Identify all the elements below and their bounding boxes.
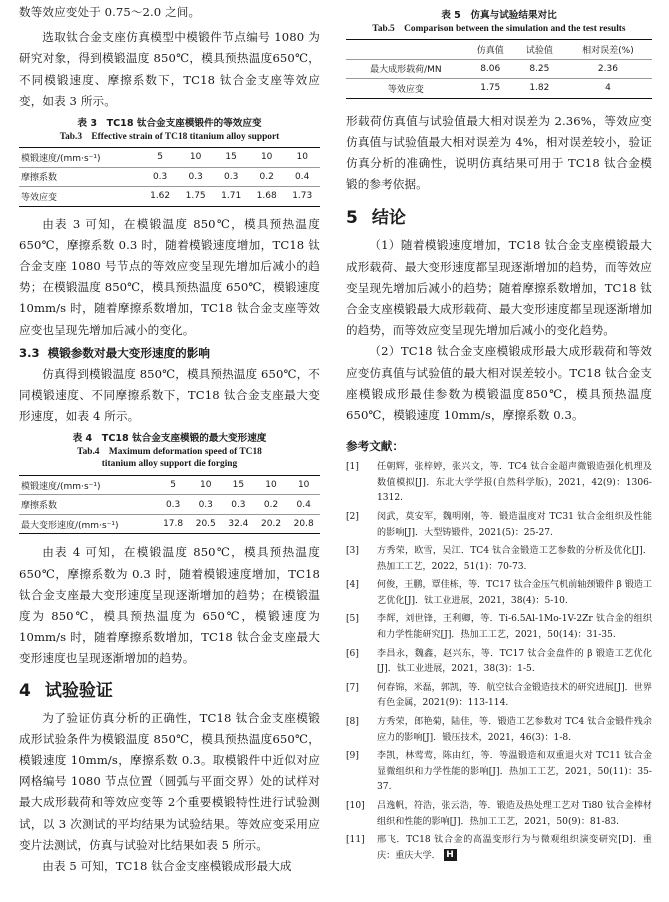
reference-text: 邢飞．TC18 钛合金的高温变形行为与微观组织演变研究[D]．重庆：重庆大学． [377, 835, 652, 861]
reference-text: 何俊，王鹏，覃佳栋，等．TC17 钛合金压气机前轴颈锻件 β 锻造工艺优化[J]．钛工业进展，2021，38(4)：5-10. [377, 580, 652, 606]
reference-item [346, 833, 652, 864]
end-of-article-mark: H [444, 849, 457, 861]
section-4-heading [19, 676, 320, 706]
paragraph-table4-analysis: 由表 4 可知，在模锻温度 850℃，模具预热温度650℃，摩擦系数为 0.3 时，随着模锻速度增加，TC18钛合金支座最大变形速度呈现逐渐增加的趋势；在模锻温度为 850℃，模具预热温度为 650℃，模锻速度为 10mm/s 时，随着摩擦系数增加，TC18 钛合金支座最大变形速度也呈现逐渐增加的趋势。 [19, 545, 320, 666]
table-header-cell: 相对误差(%) [564, 40, 652, 60]
table-cell: 0.3 [142, 167, 178, 187]
section-number: 4 [19, 680, 31, 701]
right-column [346, 0, 652, 867]
table-cell: 等效应变 [346, 79, 466, 99]
table-4-grid [19, 475, 320, 535]
table-header-cell: 仿真值 [466, 40, 515, 60]
reference-number: [10] [346, 801, 365, 812]
table-row [19, 475, 320, 495]
table-5-title-cn: 表 5 仿真与试验结果对比 [441, 10, 557, 21]
paragraph-table3-analysis: 由表 3 可知，在模锻温度 850℃，模具预热温度650℃，摩擦系数 0.3 时，随着模锻速度增加，TC18 钛合金支座 1080 号节点的等效应变呈现先增加后减小的趋势；在模锻温度 850℃，模具预热温度 650℃，模锻速度 10mm/s 时，随着摩擦系数增加，TC18 钛合金支座等效应变也呈现先增加后减小的变化。 [19, 216, 320, 337]
table-cell: 0.2 [249, 167, 285, 187]
table-5 [346, 10, 652, 99]
table-4-title-cn: 表 4 TC18 钛合金支座模锻的最大变形速度 [72, 433, 267, 445]
reference-item [346, 681, 652, 712]
table-cell: 10 [249, 148, 285, 168]
reference-number: [6] [346, 648, 359, 659]
table-4 [19, 433, 320, 534]
table-row [19, 495, 320, 515]
reference-text: 吕逸帆，符浩，张云浩，等．锻造及热处理工艺对 Ti80 钛合金棒材组织和性能的影响[J]．热加工工艺，2021，50(9)：81-83. [377, 801, 652, 827]
section-number: 3.3 [19, 345, 40, 360]
reference-item [346, 578, 652, 609]
table-row [19, 187, 320, 207]
table-cell: 最大成形载荷/MN [346, 59, 466, 79]
reference-text: 闵武，莫安军，魏明刚，等．锻造温度对 TC31 钛合金组织及性能的影响[J]．大型铸锻件，2021(5)：25-27. [377, 511, 652, 538]
reference-number: [2] [346, 511, 359, 522]
reference-number: [3] [346, 546, 359, 557]
table-cell: 10 [178, 148, 214, 168]
table-cell: 最大变形速度/(mm·s⁻¹) [19, 514, 157, 534]
reference-text: 方秀荣，欧雪，吴江．TC4 钛合金锻造工艺参数的分析及优化[J]．热加工工艺，2022，51(1)：70-73. [377, 546, 652, 572]
reference-number: [4] [346, 580, 359, 591]
conclusion-2: （2）TC18 钛合金支座模锻成形最大成形载荷和等效应变仿真值与试验值的最大相对误差较小。TC18 钛合金支座模锻成形最佳参数为模锻温度850℃，模具预热温度 650℃，模锻速度 10mm/s，摩擦系数 0.3。 [346, 344, 652, 422]
conclusion-1: （1）随着模锻速度增加，TC18 钛合金支座模锻最大成形载荷、最大变形速度都呈现逐渐增加的趋势，而等效应变呈现先增加后减小的趋势；随着摩擦系数增加，TC18 钛合金支座模锻最大成形载荷、最大变形速度都呈现逐渐增加的趋势，而等效应变呈现先增加后减小的变化趋势。 [346, 238, 652, 338]
section-title: 结论 [371, 208, 406, 229]
table-header-cell: 试验值 [515, 40, 564, 60]
reference-item [346, 460, 652, 507]
table-5-title-en: Tab.5 Comparison between the simulation and the test results [372, 23, 626, 34]
references-heading: 参考文献： [346, 439, 404, 454]
table-cell: 15 [213, 148, 249, 168]
table-cell: 0.3 [222, 495, 255, 515]
reference-item [346, 612, 652, 643]
table-cell: 5 [157, 475, 190, 495]
table-cell: 8.25 [515, 59, 564, 79]
reference-item [346, 544, 652, 575]
reference-number: [1] [346, 462, 359, 473]
reference-item [346, 510, 652, 541]
table-cell: 10 [284, 148, 320, 168]
reference-item [346, 715, 652, 746]
table-cell: 10 [189, 475, 222, 495]
table-cell: 1.75 [466, 79, 515, 99]
table-cell: 模锻速度/(mm·s⁻¹) [19, 148, 142, 168]
table-cell: 0.3 [189, 495, 222, 515]
table-row [19, 148, 320, 168]
section-title: 试验验证 [44, 680, 113, 701]
table-cell: 1.75 [178, 187, 214, 207]
reference-number: [7] [346, 682, 359, 693]
table-cell: 0.3 [157, 495, 190, 515]
paragraph-3-3: 仿真得到模锻温度 850℃，模具预热温度 650℃，不同模锻速度、不同摩擦系数下，TC18 钛合金支座最大变形速度，如表 4 所示。 [19, 366, 320, 424]
table-cell: 0.4 [284, 167, 320, 187]
paragraph-table5-analysis: 形载荷仿真值与试验值最大相对误差为 2.36%，等效应变仿真值与试验值最大相对误差为 4%，相对误差较小，验证仿真分析的准确性，说明仿真结果可用于 TC18 钛合金模锻的参考依据。 [346, 113, 652, 192]
table-cell: 10 [255, 475, 288, 495]
section-3-3-heading [19, 343, 320, 364]
left-column [19, 0, 320, 877]
table-3 [19, 118, 320, 207]
table-cell: 15 [222, 475, 255, 495]
table-cell: 20.8 [287, 514, 320, 534]
table-cell: 32.4 [222, 514, 255, 534]
table-cell: 1.73 [284, 187, 320, 207]
reference-number: [9] [346, 751, 359, 762]
references-list [346, 460, 652, 864]
reference-text: 李辉，刘世锋，王利卿，等．Ti-6.5Al-1Mo-1V-2Zr 钛合金的组织和力学性能研究[J]．热加工工艺，2021，50(14)：31-35. [377, 614, 652, 641]
table-cell: 0.3 [178, 167, 214, 187]
table-header-row [346, 40, 652, 60]
table-3-grid [19, 147, 320, 207]
table-cell: 20.5 [189, 514, 222, 534]
reference-text: 李昌永，魏鑫，赵兴东，等．TC17 钛合金盘件的 β 锻造工艺优化[J]．钛工业进展，2021，38(3)：1-5. [377, 648, 652, 675]
reference-item [346, 647, 652, 678]
table-cell: 1.68 [249, 187, 285, 207]
reference-text: 任朝辉，张梓婷，张兴文，等．TC4 钛合金超声微锻造强化机理及数值模拟[J]．东北大学学报(自然科学版)，2021，42(9)：1306-1312. [377, 462, 652, 504]
table-cell: 5 [142, 148, 178, 168]
table-cell: 摩擦系数 [19, 495, 157, 515]
table-cell: 0.3 [213, 167, 249, 187]
table-row [346, 59, 652, 79]
reference-number: [5] [346, 614, 359, 625]
paragraph-last: 由表 5 可知，TC18 钛合金支座模锻成形最大成 [42, 858, 292, 873]
table-4-title-en-line2: titanium alloy support die forging [101, 459, 238, 470]
table-cell: 4 [564, 79, 652, 99]
table-row [346, 79, 652, 99]
table-4-title-en-line1: Tab.4 Maximum deformation speed of TC18 [77, 446, 262, 457]
table-cell: 1.82 [515, 79, 564, 99]
reference-number: [8] [346, 717, 359, 728]
table-cell: 等效应变 [19, 187, 142, 207]
table-cell: 模锻速度/(mm·s⁻¹) [19, 475, 157, 495]
table-cell: 0.4 [287, 495, 320, 515]
section-5-heading [346, 203, 652, 233]
reference-number: [11] [346, 835, 365, 846]
table-cell: 1.62 [142, 187, 178, 207]
table-row [19, 514, 320, 534]
reference-text: 李凯，林莺莺，陈由红，等．等温锻造和双重退火对 TC11 钛合金显微组织和力学性能的影响[J]．热加工工艺，2021，50(11)：35-37. [377, 751, 652, 793]
paragraph-intro: 选取钛合金支座仿真模型中模锻件节点编号 1080 为研究对象，得到模锻温度 850℃，模具预热温度650℃，不同模锻速度、摩擦系数下，TC18 钛合金支座等效应变，如表 3 所示。 [19, 30, 320, 108]
reference-text: 何春锦，米磊，郭凯，等．航空钛合金锻造技术的研究进展[J]．世界有色金属，2021(9)：113-114. [377, 682, 652, 709]
reference-item [346, 749, 652, 796]
table-5-grid [346, 39, 652, 99]
table-3-title-cn: 表 3 TC18 钛合金支座模锻件的等效应变 [77, 118, 262, 130]
table-row [19, 167, 320, 187]
table-3-title-en: Tab.3 Effective strain of TC18 titanium alloy support [59, 131, 280, 142]
reference-item [346, 799, 652, 830]
paragraph-4: 为了验证仿真分析的正确性，TC18 钛合金支座模锻成形试验条件为模锻温度 850℃，模具预热温度650℃，模锻速度 10mm/s，摩擦系数 0.3。取模锻件中近似对应网格编号 1080 节点位置（圆弧与平面交界）处的试样对最大成形载荷和等效应变等 2个重要模锻特性进行试验测试，以 3 次测试的平均结果为试验结果。等效应变采用应变片法测试，仿真与试验对比结果如表 5 所示。 [19, 710, 320, 852]
table-cell: 2.36 [564, 59, 652, 79]
reference-text: 方秀荣，郎艳菊，陆佳，等．锻造工艺参数对 TC4 钛合金锻件残余应力的影响[J]．锻压技术，2021，46(3)：1-8. [377, 717, 652, 743]
table-cell: 1.71 [213, 187, 249, 207]
paragraph-top: 数等效应变处于 0.75～2.0 之间。 [19, 5, 201, 19]
section-title: 模锻参数对最大变形速度的影响 [47, 345, 210, 360]
table-cell: 0.2 [255, 495, 288, 515]
table-header-cell [346, 40, 466, 60]
table-cell: 20.2 [255, 514, 288, 534]
table-cell: 8.06 [466, 59, 515, 79]
section-number: 5 [346, 208, 358, 229]
table-cell: 摩擦系数 [19, 167, 142, 187]
table-cell: 17.8 [157, 514, 190, 534]
table-cell: 10 [287, 475, 320, 495]
